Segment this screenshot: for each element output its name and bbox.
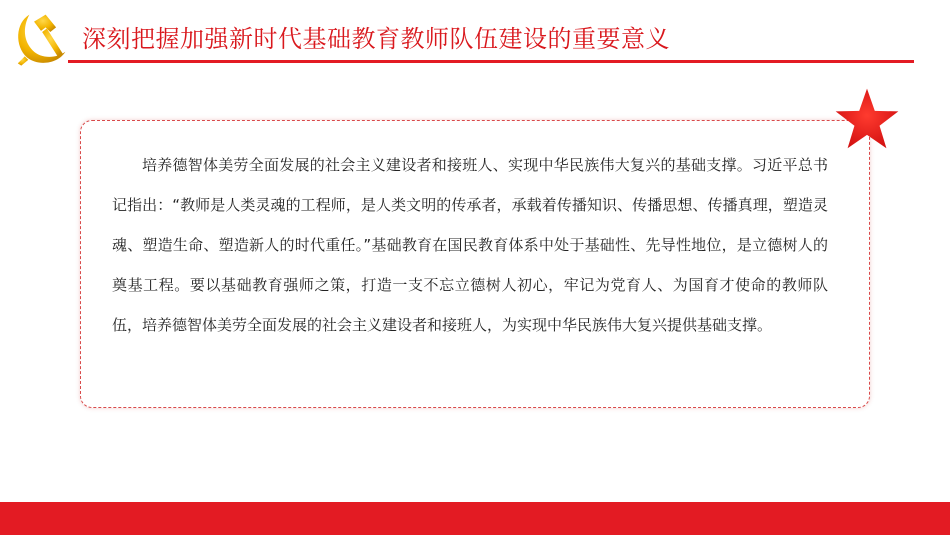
page-title: 深刻把握加强新时代基础教育教师队伍建设的重要意义	[82, 25, 670, 53]
party-emblem-icon	[12, 10, 70, 68]
content-box	[80, 120, 870, 408]
red-star-icon	[834, 86, 900, 152]
body-paragraph: 培养德智体美劳全面发展的社会主义建设者和接班人、实现中华民族伟大复兴的基础支撑。习近平总书记指出：“教师是人类灵魂的工程师，是人类文明的传承者，承载着传播知识、传播思想、传播真理，塑造灵魂、塑造生命、塑造新人的时代重任。”基础教育在国民教育体系中处于基础性、先导性地位，是立德树人的奠基工程。要以基础教育强师之策，打造一支不忘立德树人初心，牢记为党育人、为国育才使命的教师队伍，培养德智体美劳全面发展的社会主义建设者和接班人，为实现中华民族伟大复兴提供基础支撑。	[112, 156, 828, 334]
bottom-bar	[0, 502, 950, 535]
title-divider	[68, 60, 914, 63]
